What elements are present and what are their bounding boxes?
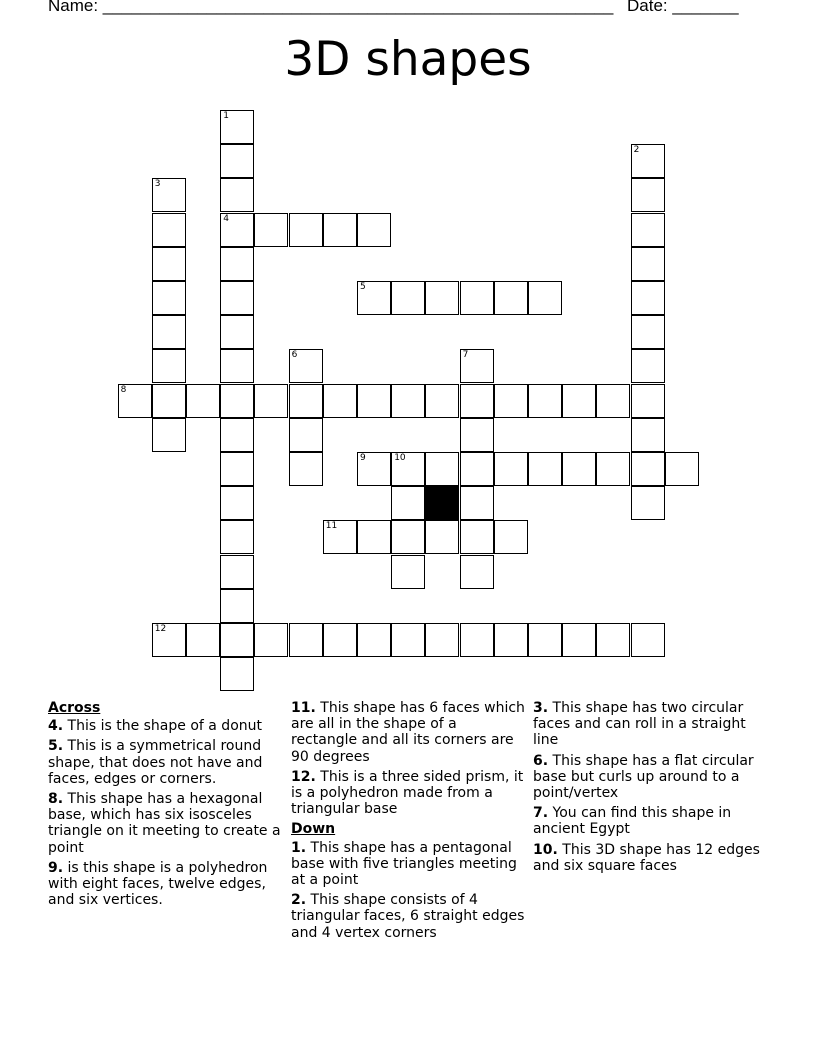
clue-number: 9 (360, 453, 366, 463)
grid-cell[interactable] (220, 281, 254, 315)
clue-number: 3 (154, 179, 161, 190)
grid-cell[interactable] (289, 213, 323, 247)
grid-cell[interactable] (528, 281, 562, 315)
grid-cell[interactable] (220, 384, 254, 418)
grid-cell[interactable] (460, 520, 494, 554)
grid-cell[interactable] (152, 281, 186, 315)
grid-cell[interactable] (460, 418, 494, 452)
grid-cell[interactable] (186, 384, 220, 418)
grid-cell[interactable] (391, 384, 425, 418)
down-heading: Down (291, 821, 336, 838)
clue-number: 2 (633, 145, 640, 156)
grid-cell[interactable] (391, 281, 425, 315)
clue-across-11: 11. This shape has 6 faces which are all in the shape of a rectangle and all its corners are 90 degrees (291, 700, 525, 765)
grid-cell[interactable] (425, 520, 459, 554)
grid-cell[interactable] (220, 623, 254, 657)
grid-cell[interactable] (596, 452, 630, 486)
grid-cell[interactable] (357, 623, 391, 657)
grid-cell[interactable] (631, 623, 665, 657)
grid-cell[interactable] (425, 452, 459, 486)
grid-cell[interactable] (562, 384, 596, 418)
grid-cell[interactable] (220, 247, 254, 281)
grid-cell[interactable] (562, 452, 596, 486)
grid-cell[interactable] (631, 247, 665, 281)
grid-cell[interactable] (631, 281, 665, 315)
grid-cell[interactable] (391, 520, 425, 554)
grid-cell[interactable] (631, 315, 665, 349)
grid-cell[interactable] (186, 623, 220, 657)
grid-cell[interactable] (528, 452, 562, 486)
grid-cell[interactable] (152, 623, 186, 657)
clue-down-7: 7. You can find this shape in ancient Egypt (533, 805, 732, 838)
grid-cell-blocked (425, 486, 459, 520)
clue-number: 8 (120, 384, 127, 395)
grid-cell[interactable] (357, 520, 391, 554)
grid-cell[interactable] (631, 178, 665, 212)
grid-cell[interactable] (323, 520, 357, 554)
grid-cell[interactable] (425, 384, 459, 418)
grid-cell[interactable] (254, 623, 288, 657)
grid-cell[interactable] (152, 384, 186, 418)
grid-cell[interactable] (357, 452, 391, 486)
grid-cell[interactable] (220, 213, 254, 247)
clue-number: 12 (154, 624, 167, 634)
grid-cell[interactable] (152, 247, 186, 281)
grid-cell[interactable] (254, 213, 288, 247)
clue-across-5: 5. This is a symmetrical round shape, that does not have and faces, edges or corners. (48, 738, 263, 787)
grid-cell[interactable] (220, 486, 254, 520)
grid-cell[interactable] (220, 418, 254, 452)
grid-cell[interactable] (562, 623, 596, 657)
clue-number: 5 (360, 282, 366, 292)
clue-down-3: 3. This shape has two circular faces and can roll in a straight line (533, 700, 746, 749)
grid-cell[interactable] (289, 349, 323, 383)
grid-cell[interactable] (631, 349, 665, 383)
grid-cell[interactable] (323, 213, 357, 247)
grid-cell[interactable] (528, 384, 562, 418)
clue-number: 7 (462, 350, 469, 361)
grid-cell[interactable] (220, 144, 254, 178)
grid-cell[interactable] (631, 384, 665, 418)
grid-cell[interactable] (289, 452, 323, 486)
grid-cell[interactable] (494, 452, 528, 486)
grid-cell[interactable] (425, 281, 459, 315)
clue-across-8: 8. This shape has a hexagonal base, which has six isosceles triangle on it meeting to create a point (48, 791, 281, 856)
grid-cell[interactable] (289, 623, 323, 657)
clue-across-9: 9. is this shape is a polyhedron with eight faces, twelve edges, and six vertices. (48, 859, 268, 909)
grid-cell[interactable] (460, 281, 494, 315)
grid-cell[interactable] (357, 281, 391, 315)
clue-across-4: 4. This is the shape of a donut (48, 718, 262, 735)
grid-cell[interactable] (596, 384, 630, 418)
clue-down-1: 1. This shape has a pentagonal base with five triangles meeting at a point (291, 839, 517, 889)
clue-number: 4 (223, 213, 229, 224)
grid-cell[interactable] (220, 555, 254, 589)
grid-cell[interactable] (391, 623, 425, 657)
grid-cell[interactable] (118, 384, 152, 418)
grid-cell[interactable] (220, 657, 254, 691)
grid-cell[interactable] (152, 178, 186, 212)
grid-cell[interactable] (528, 623, 562, 657)
clues-column-1 (48, 700, 284, 912)
grid-cell[interactable] (631, 486, 665, 520)
clue-down-2: 2. This shape consists of 4 triangular faces, 6 straight edges and 4 vertex corners (291, 892, 525, 941)
clue-across-12: 12. This is a three sided prism, it is a polyhedron made from a triangular base (291, 768, 524, 818)
grid-cell[interactable] (631, 144, 665, 178)
across-heading: Across (48, 700, 101, 716)
grid-cell[interactable] (357, 384, 391, 418)
clue-down-10: 10. This 3D shape has 12 edges and six square faces (533, 841, 760, 874)
grid-cell[interactable] (596, 623, 630, 657)
grid-cell[interactable] (494, 520, 528, 554)
grid-cell[interactable] (220, 349, 254, 383)
grid-cell[interactable] (460, 623, 494, 657)
grid-cell[interactable] (152, 315, 186, 349)
grid-cell[interactable] (494, 384, 528, 418)
grid-cell[interactable] (152, 213, 186, 247)
grid-cell[interactable] (220, 110, 254, 144)
grid-cell[interactable] (152, 418, 186, 452)
grid-cell[interactable] (289, 418, 323, 452)
grid-cell[interactable] (665, 452, 699, 486)
grid-cell[interactable] (494, 281, 528, 315)
grid-cell[interactable] (631, 418, 665, 452)
grid-cell[interactable] (460, 486, 494, 520)
date-field-label: Date: _______ (627, 0, 739, 15)
clue-down-6: 6. This shape has a flat circular base but curls up around to a point/vertex (533, 752, 754, 802)
clue-number: 11 (325, 521, 338, 532)
grid-cell[interactable] (357, 213, 391, 247)
grid-cell[interactable] (220, 589, 254, 623)
grid-cell[interactable] (494, 623, 528, 657)
name-field-label: Name: ______________________________________________________ (48, 0, 614, 15)
grid-cell[interactable] (425, 623, 459, 657)
grid-cell[interactable] (460, 452, 494, 486)
grid-cell[interactable] (220, 452, 254, 486)
page-title: 3D shapes (284, 32, 532, 87)
grid-cell[interactable] (254, 384, 288, 418)
grid-cell[interactable] (152, 349, 186, 383)
grid-cell[interactable] (631, 213, 665, 247)
grid-cell[interactable] (323, 384, 357, 418)
grid-cell[interactable] (220, 315, 254, 349)
grid-cell[interactable] (460, 555, 494, 589)
clues-column-2 (291, 700, 527, 945)
grid-cell[interactable] (289, 384, 323, 418)
clue-number: 1 (223, 111, 229, 121)
grid-cell[interactable] (460, 349, 494, 383)
grid-cell[interactable] (391, 486, 425, 520)
grid-cell[interactable] (460, 384, 494, 418)
grid-cell[interactable] (220, 520, 254, 554)
grid-cell[interactable] (391, 555, 425, 589)
clue-number: 10 (394, 453, 406, 463)
grid-cell[interactable] (220, 178, 254, 212)
grid-cell[interactable] (631, 452, 665, 486)
clues-column-3 (533, 700, 769, 878)
grid-cell[interactable] (323, 623, 357, 657)
grid-cell[interactable] (391, 452, 425, 486)
clue-number: 6 (291, 350, 298, 361)
